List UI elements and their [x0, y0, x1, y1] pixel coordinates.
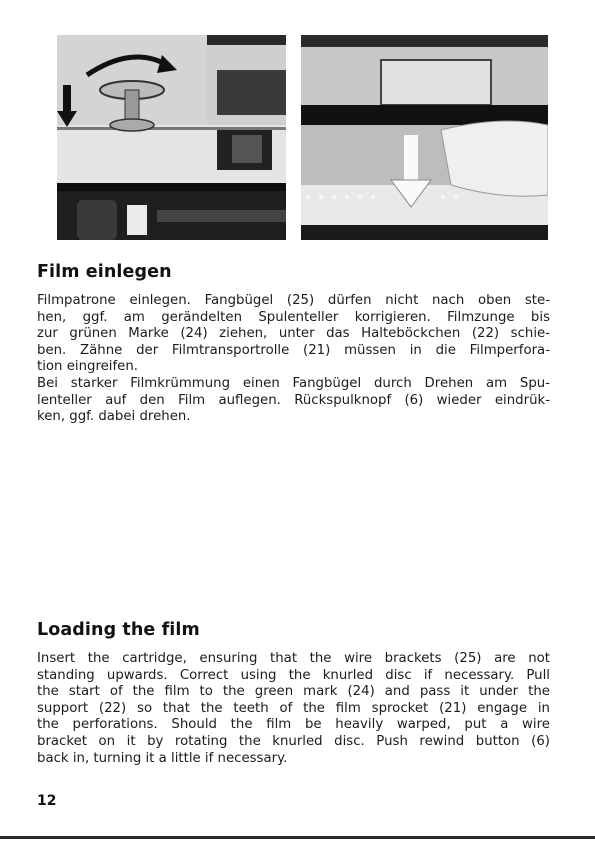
camera-rewind-knob-illustration [57, 35, 286, 240]
german-line: ben. Zähne der Filmtransportrolle (21) müssen in die Filmperfora- [37, 342, 550, 358]
bottom-rule [0, 836, 595, 839]
english-line: the start of the film to the green mark (24) and pass it under the [37, 684, 550, 700]
german-line: zur grünen Marke (24) ziehen, unter das Halteböckchen (22) schie- [37, 326, 550, 342]
german-line: ken, ggf. dabei drehen. [37, 409, 191, 425]
camera-rewind-knob-photo [57, 35, 286, 240]
german-line: hen, ggf. am gerändelten Spulenteller korrigieren. Filmzunge bis [37, 309, 550, 325]
english-line: back in, turning it a little if necessary. [37, 750, 288, 766]
english-paragraph [37, 651, 550, 767]
film-insertion-photo [301, 35, 548, 240]
english-line: support (22) so that the teeth of the film sprocket (21) engage in [37, 700, 550, 716]
german-line: Bei starker Filmkrümmung einen Fangbügel durch Drehen am Spu- [37, 375, 550, 391]
english-line: the perforations. Should the film be heavily warped, put a wire [37, 717, 550, 733]
english-line: Insert the cartridge, ensuring that the wire brackets (25) are not [37, 651, 550, 666]
german-paragraph [37, 293, 550, 426]
german-line: lenteller auf den Film auflegen. Rückspulknopf (6) wieder eindrük- [37, 392, 550, 408]
english-heading: Loading the film [37, 620, 200, 640]
english-line: bracket on it by rotating the knurled disc. Push rewind button (6) [37, 733, 550, 749]
german-line: Filmpatrone einlegen. Fangbügel (25) dürfen nicht nach oben ste- [37, 293, 550, 308]
film-insertion-illustration [301, 35, 548, 240]
english-line: standing upwards. Correct using the knurled disc if necessary. Pull [37, 667, 550, 683]
german-heading: Film einlegen [37, 262, 172, 282]
page-number: 12 [37, 793, 57, 809]
german-line: tion eingreifen. [37, 359, 139, 375]
